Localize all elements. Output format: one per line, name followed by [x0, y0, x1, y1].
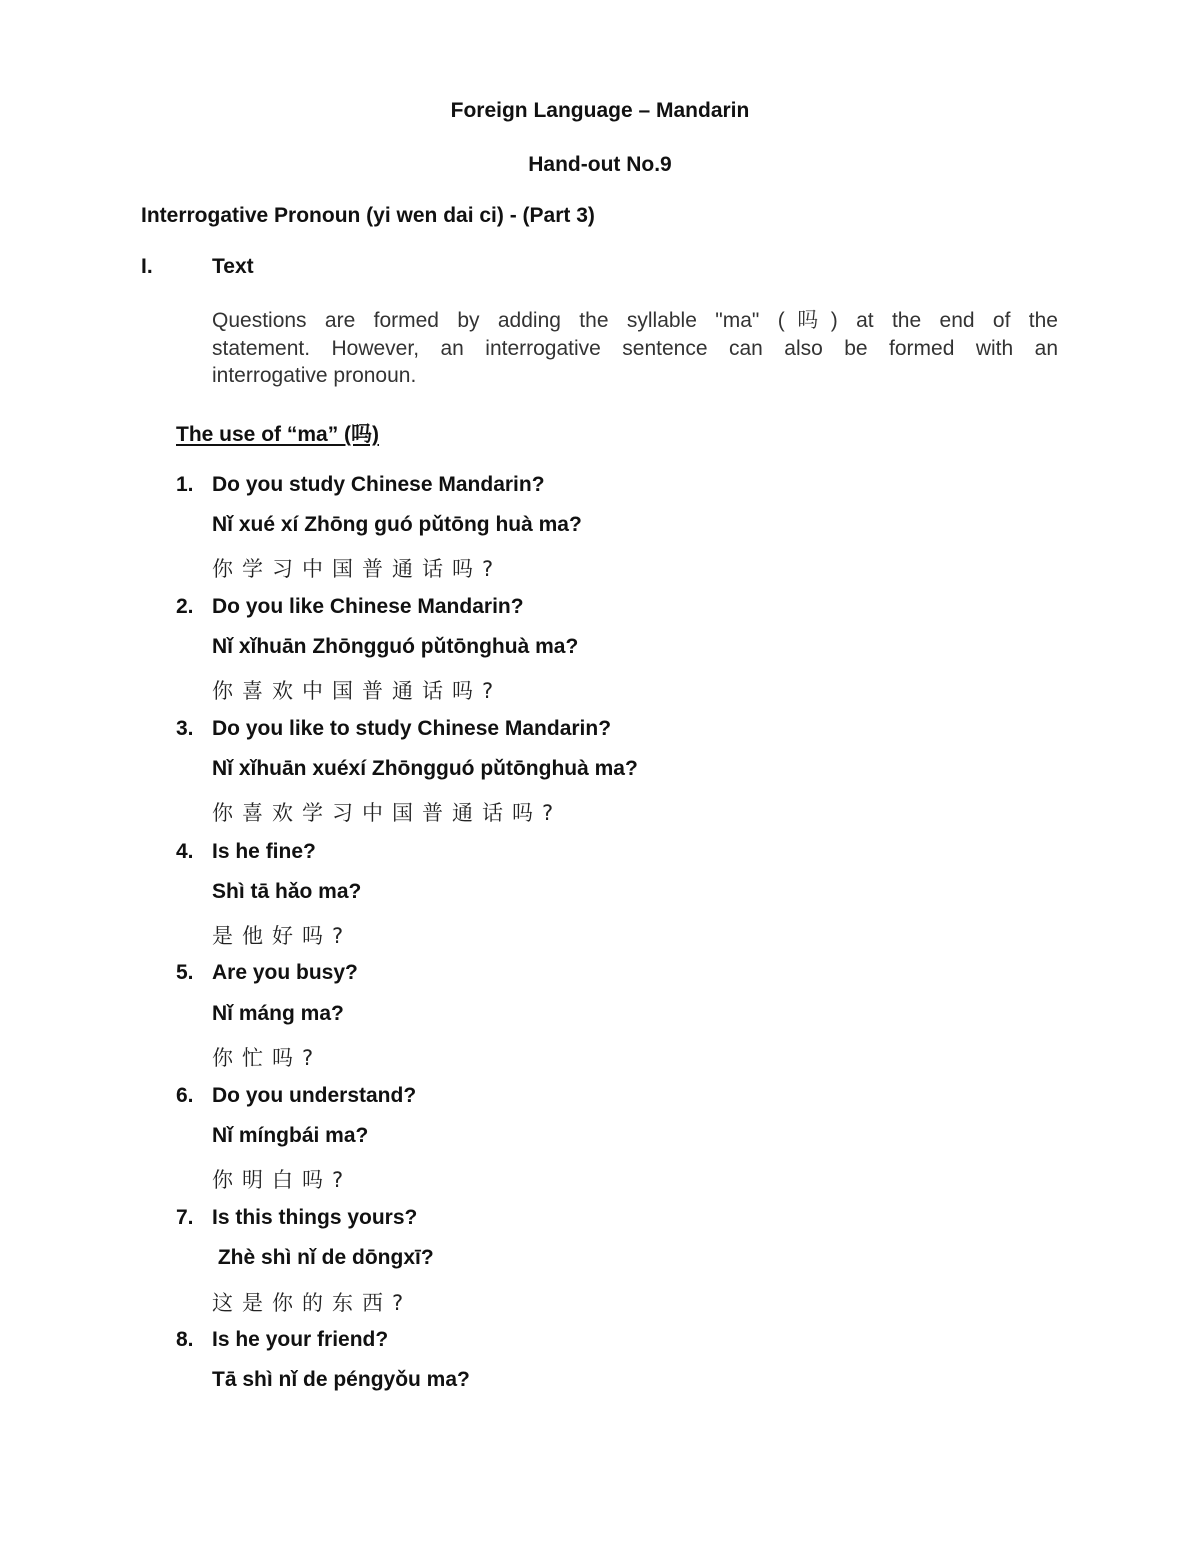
- item-english: Do you like to study Chinese Mandarin?: [212, 717, 612, 740]
- item-number: 4.: [176, 840, 194, 863]
- item-pinyin: Nǐ míngbái ma?: [212, 1124, 369, 1147]
- item-chinese: 你喜欢中国普通话吗?: [212, 679, 503, 703]
- item-number: 5.: [176, 961, 194, 984]
- item-chinese: 你喜欢学习中国普通话吗?: [212, 801, 563, 825]
- section-title: Text: [212, 255, 254, 278]
- paragraph-line: Questions are formed by adding the syllable "ma" (吗) at the end of the: [212, 309, 1058, 332]
- item-english: Do you like Chinese Mandarin?: [212, 595, 524, 618]
- item-english: Is he your friend?: [212, 1328, 389, 1351]
- item-english: Is this things yours?: [212, 1206, 418, 1229]
- item-english: Are you busy?: [212, 961, 358, 984]
- item-english: Is he fine?: [212, 840, 316, 863]
- paragraph-line: statement. However, an interrogative sentence can also be formed with an: [212, 336, 1058, 360]
- item-pinyin: Tā shì nǐ de péngyǒu ma?: [212, 1368, 470, 1391]
- item-pinyin: Nǐ xǐhuān Zhōngguó pǔtōnghuà ma?: [212, 635, 579, 658]
- item-number: 7.: [176, 1206, 194, 1229]
- item-pinyin: Nǐ xǐhuān xuéxí Zhōngguó pǔtōnghuà ma?: [212, 757, 638, 780]
- section-numeral: I.: [141, 255, 153, 278]
- item-pinyin: Nǐ máng ma?: [212, 1002, 344, 1025]
- item-chinese: 你学习中国普通话吗?: [212, 557, 503, 581]
- item-number: 1.: [176, 473, 194, 496]
- item-pinyin: Shì tā hǎo ma?: [212, 880, 362, 903]
- item-number: 2.: [176, 595, 194, 618]
- paragraph-line: interrogative pronoun.: [212, 364, 417, 387]
- item-pinyin: Zhè shì nǐ de dōngxī?: [212, 1246, 434, 1269]
- document-title: Foreign Language – Mandarin: [450, 99, 750, 122]
- item-chinese: 是他好吗?: [212, 924, 353, 948]
- handout-number: Hand-out No.9: [528, 153, 672, 176]
- item-english: Do you study Chinese Mandarin?: [212, 473, 545, 496]
- item-chinese: 你明白吗?: [212, 1168, 353, 1192]
- item-chinese: 这是你的东西?: [212, 1291, 413, 1315]
- item-chinese: 你忙吗?: [212, 1046, 323, 1070]
- intro-paragraph: [212, 307, 1058, 390]
- item-english: Do you understand?: [212, 1084, 417, 1107]
- item-pinyin: Nǐ xué xí Zhōng guó pǔtōng huà ma?: [212, 513, 582, 536]
- topic-heading: Interrogative Pronoun (yi wen dai ci) - (Part 3): [141, 204, 595, 227]
- item-number: 8.: [176, 1328, 194, 1351]
- item-number: 6.: [176, 1084, 194, 1107]
- item-number: 3.: [176, 717, 194, 740]
- subheading-ma: The use of “ma” (吗): [176, 423, 380, 446]
